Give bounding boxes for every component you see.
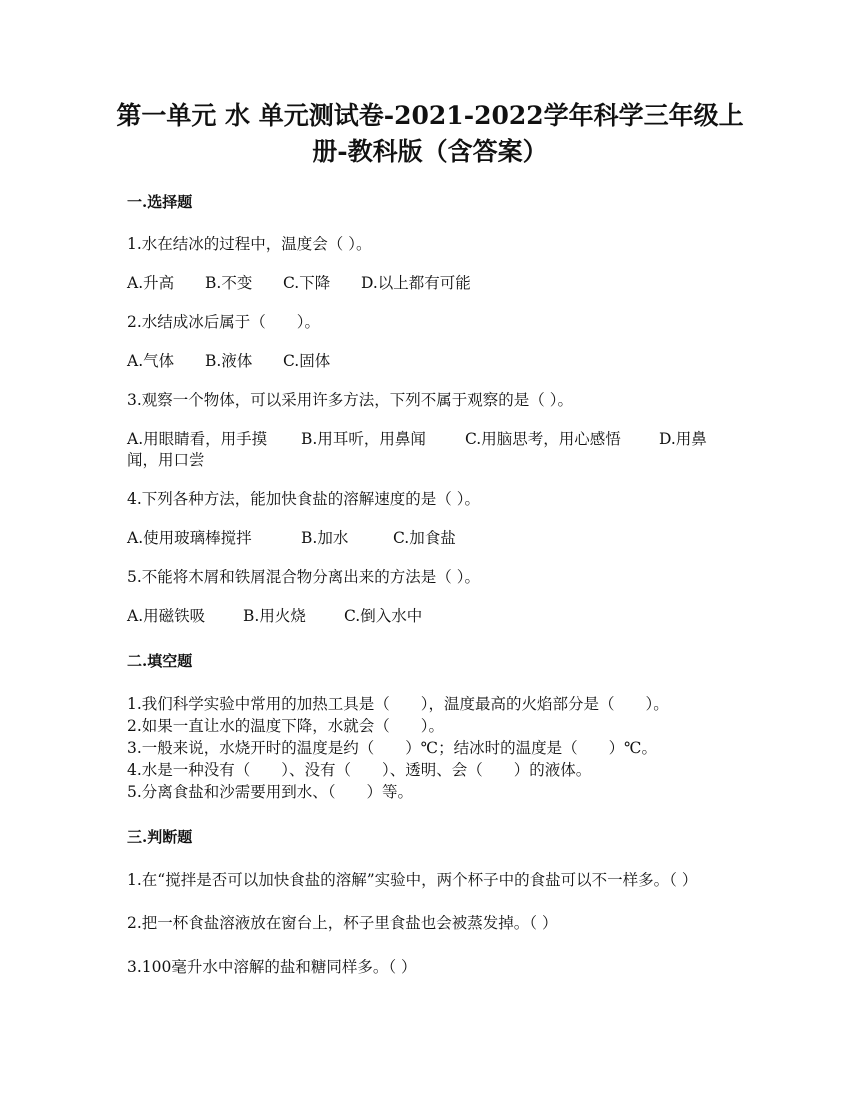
fill-question: 1.我们科学实验中常用的加热工具是（ ），温度最高的火焰部分是（ ）。 xyxy=(127,695,669,713)
judge-question: 1.在“搅拌是否可以加快食盐的溶解”实验中，两个杯子中的食盐可以不一样多。（ ） xyxy=(127,871,698,889)
option: D.以上都有可能 xyxy=(361,274,471,292)
judge-question: 3.100毫升水中溶解的盐和糖同样多。（ ） xyxy=(127,958,417,976)
question-text: 3.观察一个物体，可以采用许多方法，下列不属于观察的是（ ）。 xyxy=(127,391,573,409)
option: A.用磁铁吸 xyxy=(127,607,206,625)
question-options xyxy=(127,606,422,627)
option: A.气体 xyxy=(127,352,175,370)
section-heading-fill: 二.填空题 xyxy=(127,652,193,670)
question-text: 5.不能将木屑和铁屑混合物分离出来的方法是（ ）。 xyxy=(127,568,480,586)
option: A.升高 xyxy=(127,274,175,292)
option: B.不变 xyxy=(205,274,253,292)
option: A.用眼睛看，用手摸 xyxy=(127,430,268,448)
option: C.用脑思考，用心感悟 xyxy=(465,430,621,448)
section-heading-judge: 三.判断题 xyxy=(127,828,193,846)
document-title: 第一单元 水 单元测试卷-2021-2022学年科学三年级上册-教科版（含答案） xyxy=(116,101,744,166)
option: A.使用玻璃棒搅拌 xyxy=(127,529,252,547)
fill-question: 5.分离食盐和沙需要用到水、（ ）等。 xyxy=(127,783,414,801)
option: B.用火烧 xyxy=(243,607,306,625)
question-text: 4.下列各种方法，能加快食盐的溶解速度的是（ ）。 xyxy=(127,490,480,508)
option: B.液体 xyxy=(205,352,253,370)
question-text: 1.水在结冰的过程中，温度会（ ）。 xyxy=(127,235,372,253)
option: B.加水 xyxy=(301,529,349,547)
option: C.固体 xyxy=(283,352,331,370)
fill-question: 4.水是一种没有（ ）、没有（ ）、透明、会（ ）的液体。 xyxy=(127,761,592,779)
fill-question: 3.一般来说，水烧开时的温度是约（ ）℃；结冰时的温度是（ ）℃。 xyxy=(127,739,657,757)
question-options xyxy=(127,351,330,372)
section-heading-choice: 一.选择题 xyxy=(127,193,193,211)
option: C.下降 xyxy=(283,274,331,292)
option: D.用鼻闻，用口尝 xyxy=(127,430,707,469)
option: B.用耳听，用鼻闻 xyxy=(301,430,426,448)
fill-question: 2.如果一直让水的温度下降，水就会（ ）。 xyxy=(127,717,445,735)
question-text: 2.水结成冰后属于（ ）。 xyxy=(127,313,321,331)
judge-question: 2.把一杯食盐溶液放在窗台上，杯子里食盐也会被蒸发掉。（ ） xyxy=(127,914,558,932)
option: C.倒入水中 xyxy=(344,607,423,625)
option: C.加食盐 xyxy=(393,529,456,547)
question-options xyxy=(127,429,727,471)
question-options xyxy=(127,528,456,549)
question-options xyxy=(127,273,471,294)
